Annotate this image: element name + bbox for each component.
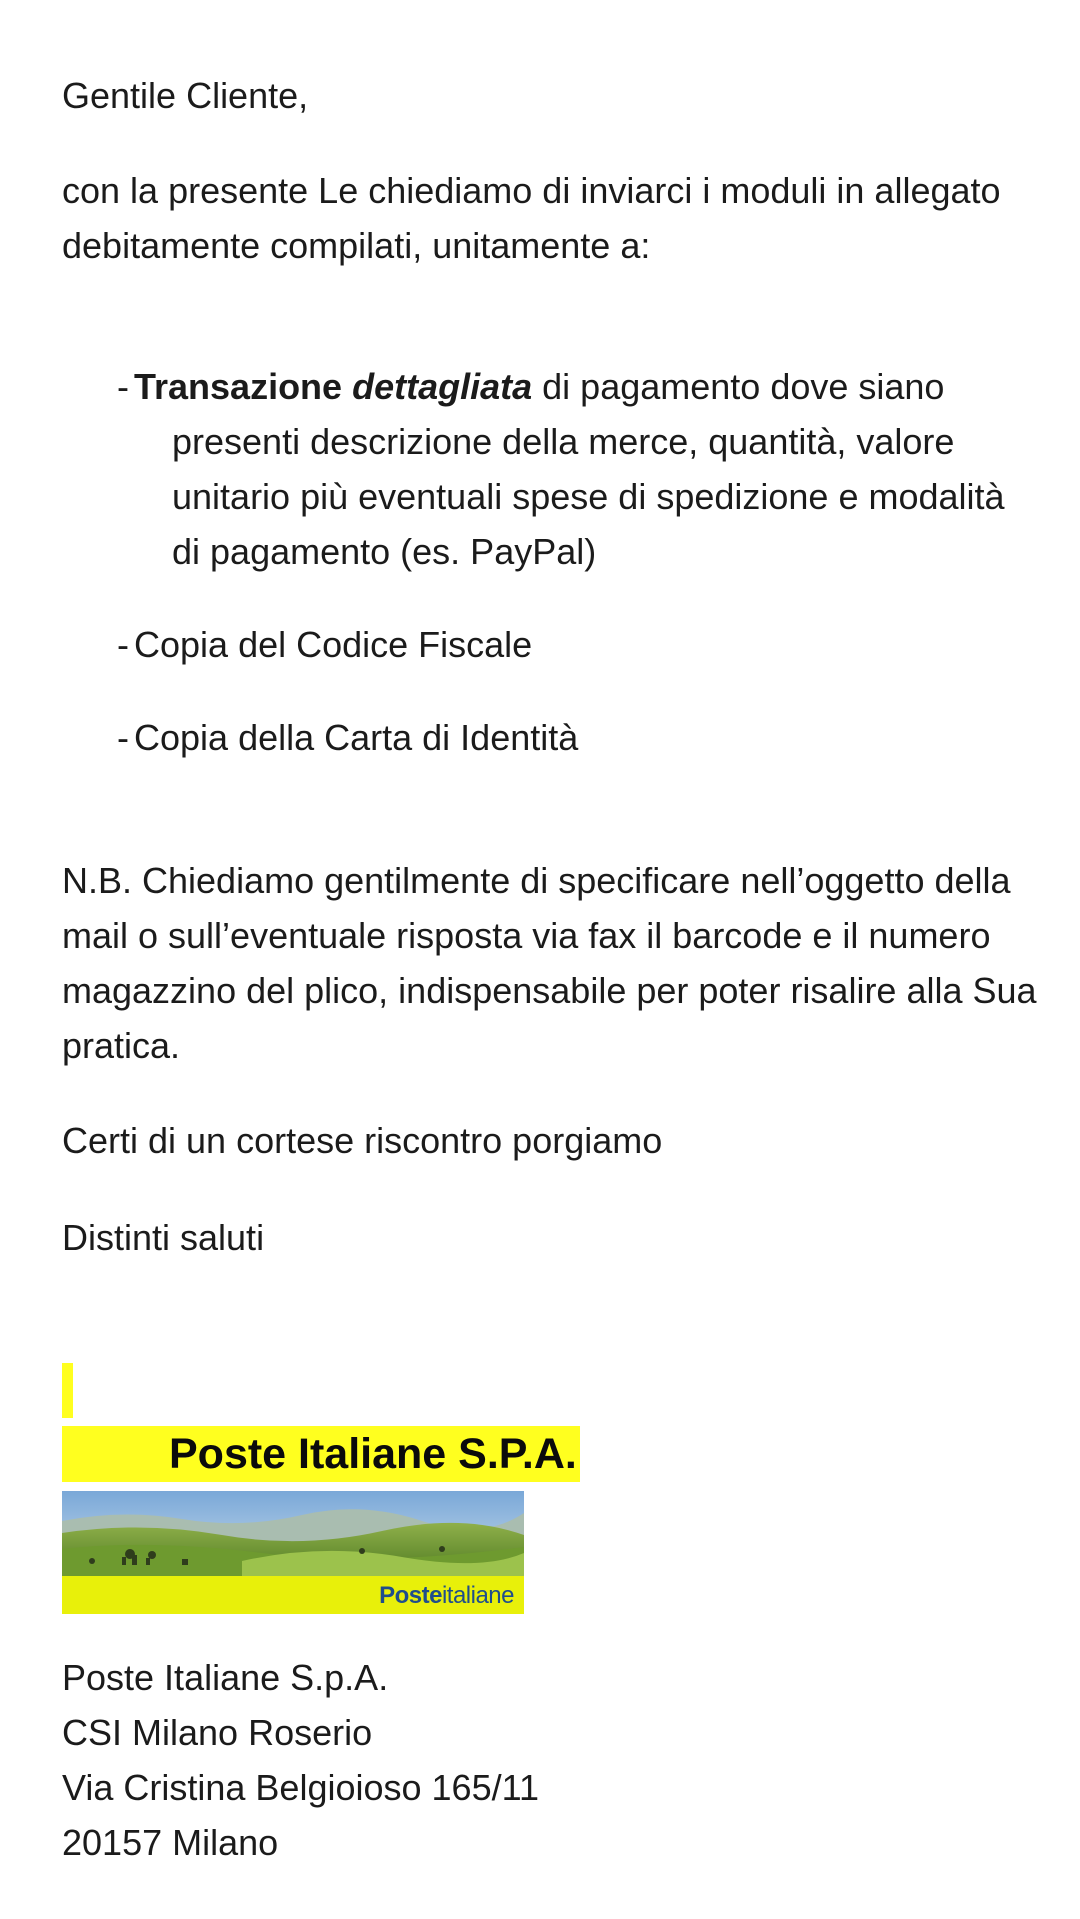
address-line: CSI Milano Roserio [62, 1712, 373, 1753]
signature-block [62, 1363, 1042, 1870]
address-line: Via Cristina Belgioioso 165/11 [62, 1767, 539, 1808]
logo-text-bold: Poste [379, 1582, 442, 1609]
list-dash: - [117, 717, 129, 758]
list-item [117, 617, 1042, 672]
regards-line: Distinti saluti [62, 1217, 265, 1258]
requirement-text: Copia del Codice Fiscale [134, 624, 533, 665]
requirement-text: di pagamento dove siano presenti descrizione della merce, quantità, valore unitario più eventuali spese di spedizione e modalità di pagamento (es. PayPal) [172, 366, 1005, 572]
address-line: 20157 Milano [62, 1822, 279, 1863]
signature-company-name: Poste Italiane S.P.A. [62, 1426, 580, 1482]
greeting: Gentile Cliente, [62, 75, 309, 116]
closing-line: Certi di un cortese riscontro porgiamo [62, 1120, 663, 1161]
email-body [62, 68, 1042, 1870]
poste-italiane-logo [379, 1581, 514, 1611]
logo-text-light: italiane [441, 1582, 514, 1609]
signature-address [62, 1650, 1042, 1870]
requirement-bold: Transazione [134, 366, 343, 407]
nb-paragraph: N.B. Chiediamo gentilmente di specificare nell’oggetto della mail o sull’eventuale risposta via fax il barcode e il numero magazzino del plico, indispensabile per poter risalire alla Sua pratica. [62, 860, 1037, 1066]
address-line: Poste Italiane S.p.A. [62, 1657, 389, 1698]
poste-italiane-banner-image [62, 1491, 524, 1614]
requirement-bold-italic: dettagliata [352, 366, 533, 407]
requirements-list [117, 359, 1042, 765]
intro-paragraph: con la presente Le chiediamo di inviarci i moduli in allegato debitamente compilati, unitamente a: [62, 170, 1001, 266]
list-dash: - [117, 624, 129, 665]
list-item [117, 359, 1042, 579]
signature-highlight-bar [62, 1363, 73, 1418]
requirement-text: Copia della Carta di Identità [134, 717, 579, 758]
list-dash: - [117, 366, 129, 407]
list-item [117, 710, 1042, 765]
